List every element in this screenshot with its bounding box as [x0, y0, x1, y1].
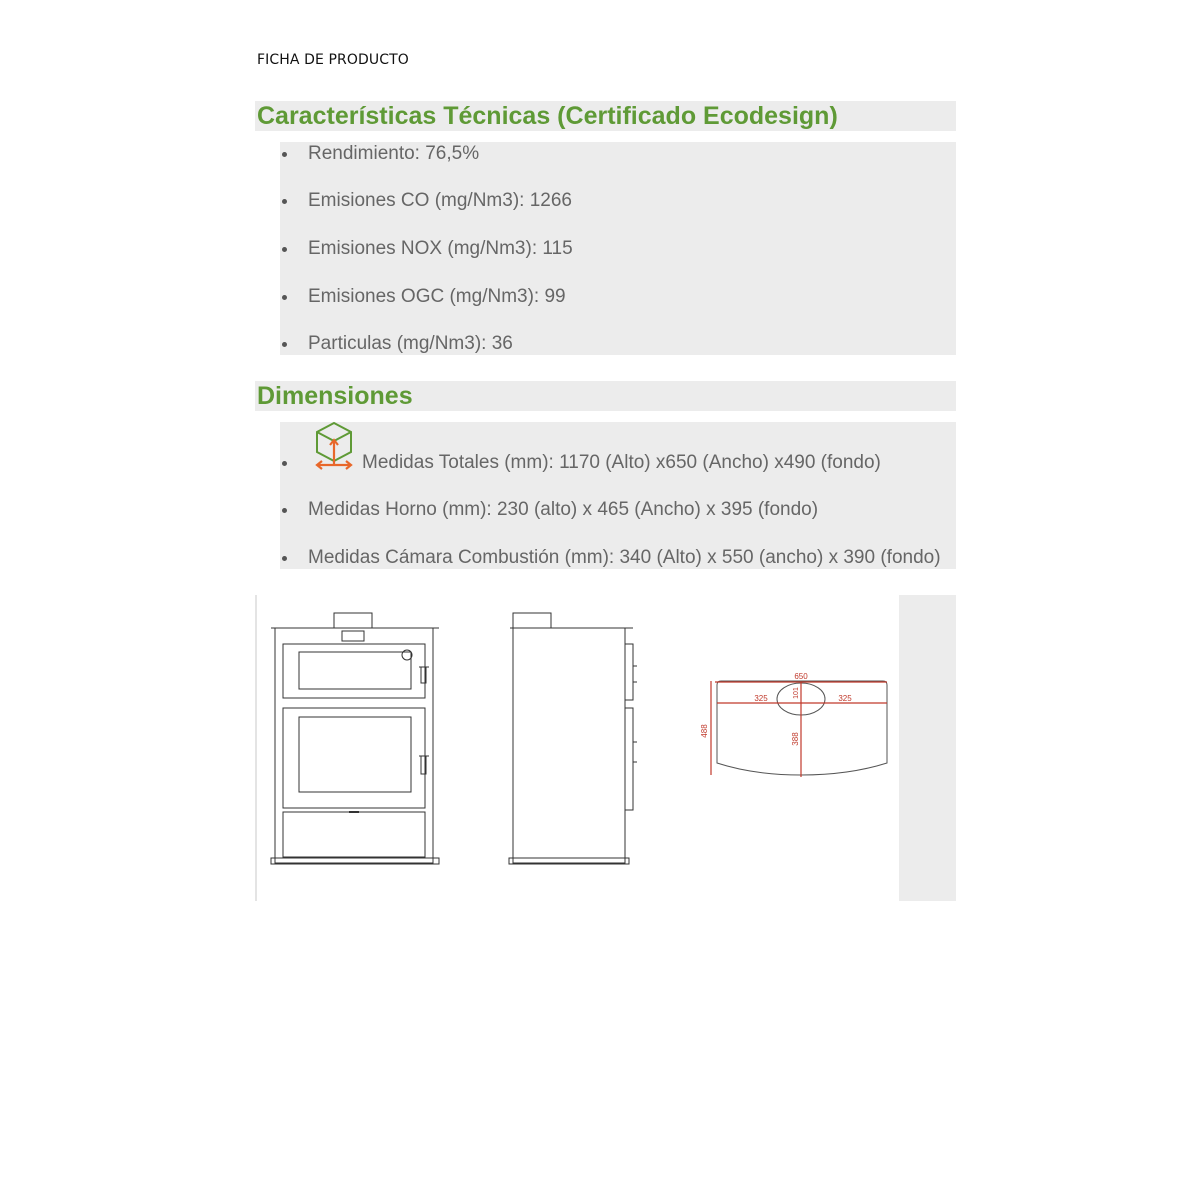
- technical-drawings: [255, 595, 956, 901]
- section-title-caracteristicas: Características Técnicas (Certificado Ecodesign): [255, 101, 956, 131]
- tecnicas-list: [280, 142, 956, 355]
- bullet: [282, 508, 287, 513]
- plan-label-center-depth: 388: [791, 732, 800, 746]
- plan-label-flue: 101: [793, 687, 800, 699]
- plan-label-right-half: 325: [838, 694, 852, 703]
- item-text-rendimiento: Rendimiento: 76,5%: [308, 143, 480, 164]
- bullet: [282, 342, 287, 347]
- plan-label-left-half: 325: [754, 694, 768, 703]
- front-view-drawing: [269, 610, 459, 865]
- plan-view-drawing: [699, 665, 899, 785]
- item-text-emisiones-nox: Emisiones NOX (mg/Nm3): 115: [308, 238, 573, 259]
- divider: [255, 595, 257, 901]
- section-title-dimensiones: Dimensiones: [255, 381, 956, 411]
- bullet: [282, 199, 287, 204]
- item-text-medidas-camara: Medidas Cámara Combustión (mm): 340 (Alto) x 550 (ancho) x 390 (fondo): [308, 547, 941, 568]
- item-text-medidas-horno: Medidas Horno (mm): 230 (alto) x 465 (Ancho) x 395 (fondo): [308, 499, 819, 520]
- bullet: [282, 461, 287, 466]
- bullet: [282, 152, 287, 157]
- item-text-particulas: Particulas (mg/Nm3): 36: [308, 333, 513, 354]
- item-text-emisiones-ogc: Emisiones OGC (mg/Nm3): 99: [308, 286, 566, 307]
- bullet: [282, 295, 287, 300]
- item-text-emisiones-co: Emisiones CO (mg/Nm3): 1266: [308, 190, 572, 211]
- plan-label-depth: 488: [700, 724, 709, 738]
- bullet: [282, 247, 287, 252]
- side-view-drawing: [507, 610, 637, 865]
- dimensions-cube-icon: [314, 421, 354, 471]
- item-text-medidas-totales: Medidas Totales (mm): 1170 (Alto) x650 (Ancho) x490 (fondo): [362, 452, 881, 473]
- plan-label-width: 650: [794, 672, 808, 681]
- document-header: FICHA DE PRODUCTO: [257, 52, 409, 68]
- dimensiones-list: [280, 422, 956, 569]
- bullet: [282, 556, 287, 561]
- side-band: [899, 595, 956, 901]
